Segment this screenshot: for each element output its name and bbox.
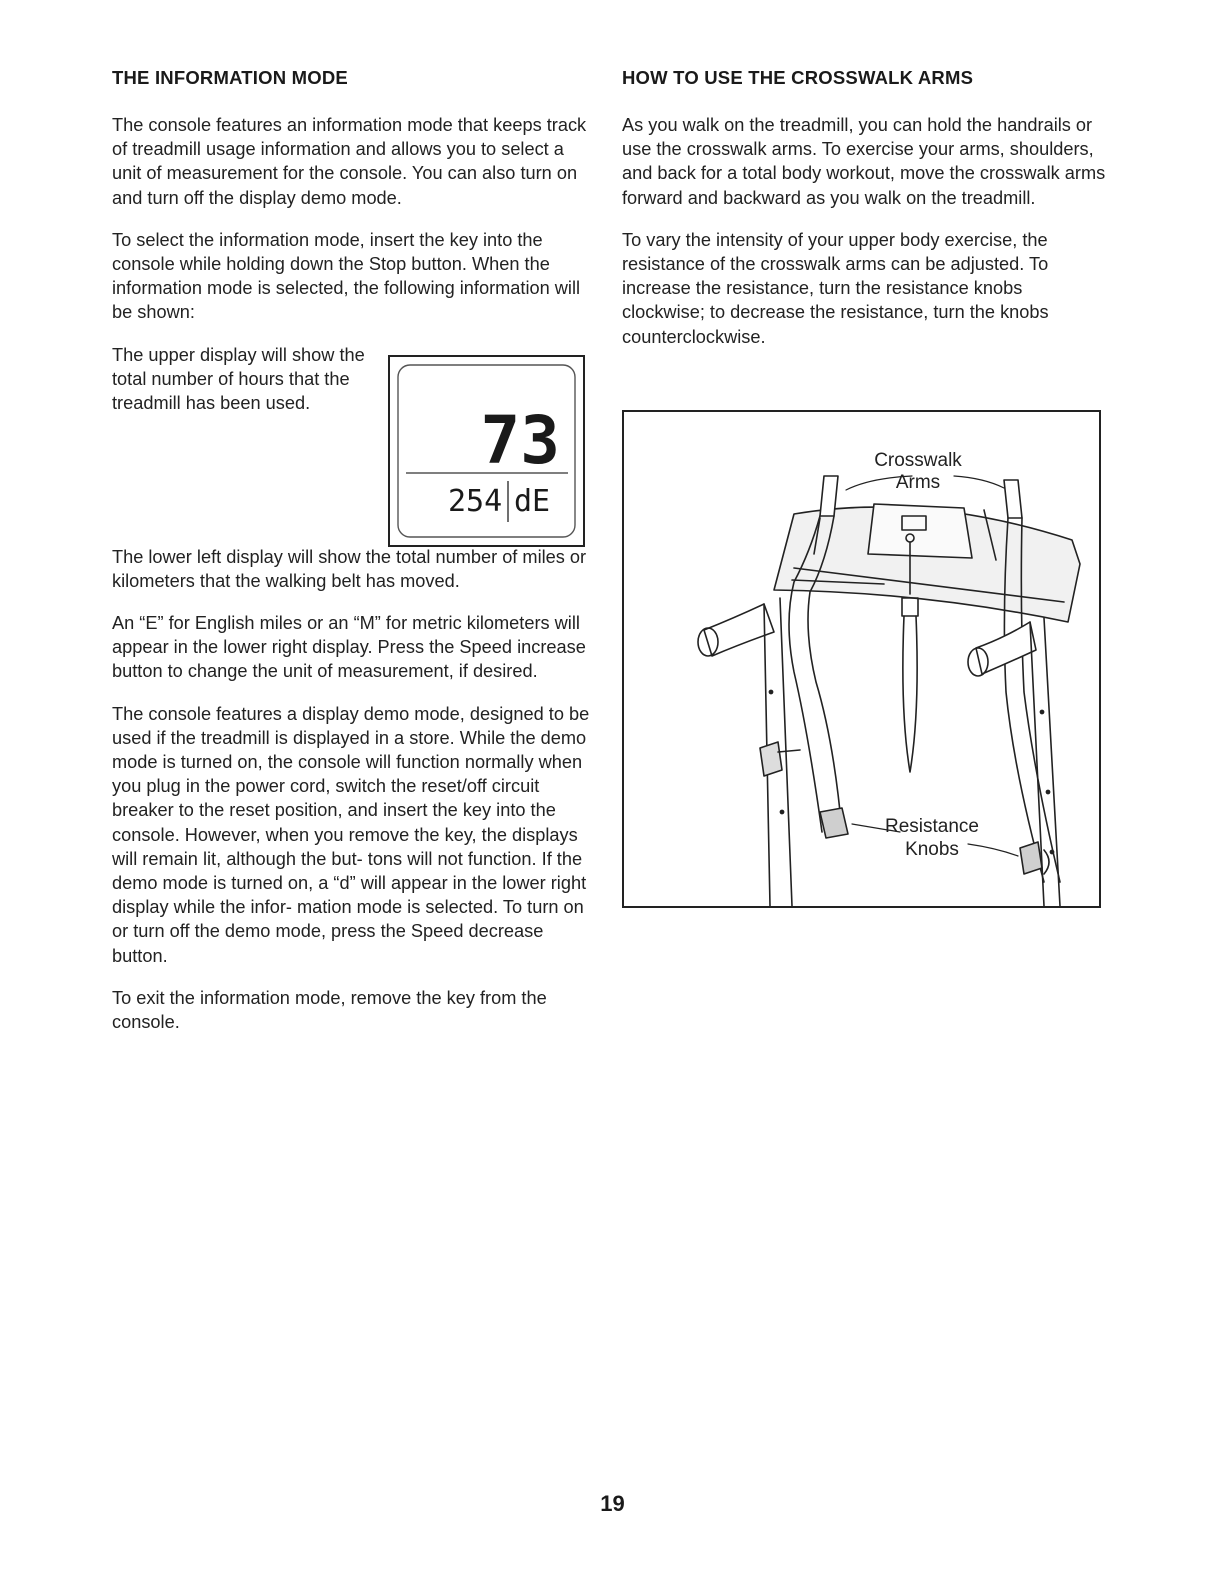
- unit-readout: dE: [514, 483, 551, 519]
- crosswalk-label-line1: Crosswalk: [874, 450, 962, 471]
- demo-mode-text: The console features a display demo mode, designed to be used if the treadmill is displayed in a store. While the demo mode is turned on, the console will function normally when you plug in the power cord, switch the reset/off circuit breaker to the reset position, and insert the key into the console. However, when you remove the key, the displays will remain lit, although the but- tons will not function. If the demo mode is turned on, a “d” will appear in the lower right display while the infor- mation mode is selected. To turn on or turn off the demo mode, press the Speed decrease button.: [112, 703, 590, 966]
- right-column: [622, 66, 1107, 860]
- unit-selection-text: An “E” for English miles or an “M” for metric kilometers will appear in the lower right display. Press the Speed increase button to change the unit of measurement, if desired.: [112, 613, 586, 682]
- select-information-mode-text: To select the information mode, insert the key into the console while holding down the Stop button. When the information mode is selected, the following information will be shown:: [112, 229, 581, 323]
- treadmill-illustration: [624, 412, 1099, 906]
- crosswalk-arms-figure: [622, 410, 1101, 908]
- lcd-svg: [390, 357, 583, 545]
- page-number: 19: [600, 1491, 625, 1516]
- exit-information-mode-text: To exit the information mode, remove the key from the console.: [112, 987, 547, 1033]
- upper-display-row: [112, 343, 594, 545]
- lower-left-display-text: The lower left display will show the total number of miles or kilometers that the walking belt has moved.: [112, 546, 587, 591]
- distance-readout: 254: [448, 483, 503, 519]
- resistance-label-line1: Resistance: [885, 816, 979, 837]
- information-mode-heading: THE INFORMATION MODE: [112, 67, 348, 88]
- upper-display-text: The upper display will show the total number of hours that the treadmill has been used.: [112, 344, 365, 414]
- crosswalk-label-line2: Arms: [895, 472, 941, 493]
- information-mode-intro: The console features an information mode that keeps track of treadmill usage information and allows you to select a unit of measurement for the console. You can also turn on and turn off the display demo mode.: [112, 115, 587, 208]
- crosswalk-usage-text: As you walk on the treadmill, you can hold the handrails or use the crosswalk arms. To exercise your arms, shoulders, and back for a total body workout, move the crosswalk arms forward and backward as you walk on the treadmill.: [622, 115, 1106, 208]
- crosswalk-arms-heading: HOW TO USE THE CROSSWALK ARMS: [622, 67, 974, 88]
- console-display-illustration: [388, 355, 585, 547]
- hours-readout: 73: [480, 401, 560, 479]
- crosswalk-resistance-text: To vary the intensity of your upper body exercise, the resistance of the crosswalk arms can be adjusted. To increase the resistance, turn the resistance knobs clockwise; to decrease the resistance, turn the knobs counterclockwise.: [622, 229, 1049, 347]
- resistance-label-line2: Knobs: [905, 839, 959, 860]
- left-column: [112, 66, 594, 1052]
